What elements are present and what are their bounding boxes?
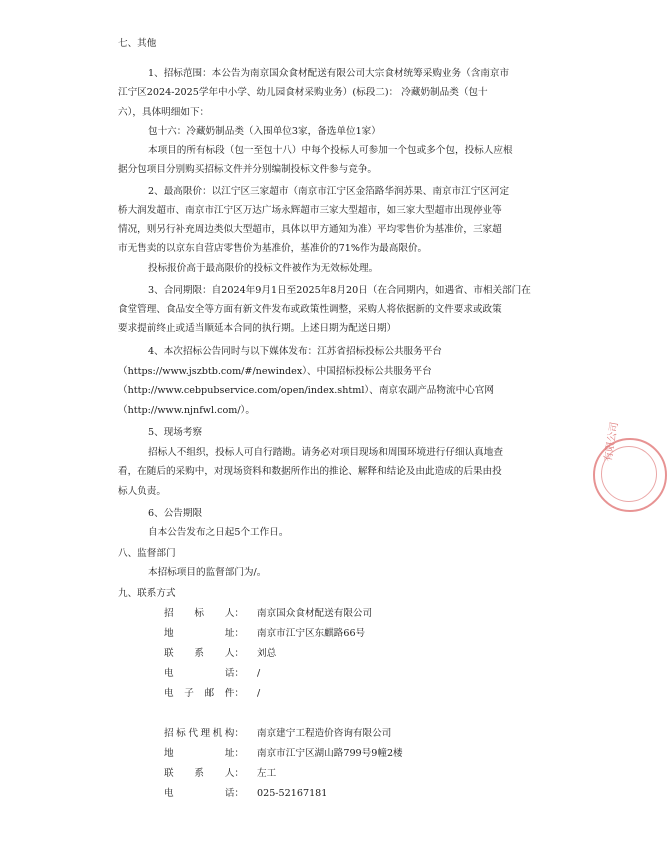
phone-value: /: [257, 668, 261, 679]
site-visit-line-2: 看，在随后的采购中，对现场资料和数据所作出的推论、解释和结论及由此造成的后果由投: [118, 466, 502, 477]
scope-package-line: 包十六：冷藏奶制品类（入围单位3家，备选单位1家）: [148, 126, 381, 137]
price-limit-line-5: 投标报价高于最高限价的投标文件被作为无效标处理。: [148, 263, 379, 274]
section-8-title: 八、监督部门: [118, 548, 176, 559]
media-link-cebpub: （http://www.cebpubservice.com/open/index.shtml）、南京农副产品物流中心官网: [118, 385, 494, 396]
agency-contact-value: 左工: [257, 768, 277, 779]
agency-label: 招 标 代 理 机 构：: [164, 728, 244, 739]
contract-term-line-3: 要求提前终止或适当顺延本合同的执行期。上述日期为配送日期）: [118, 323, 397, 334]
agency-address-value: 南京市江宁区湖山路799号9幢2楼: [257, 748, 403, 759]
contract-term-line-1: 3、合同期限：自2024年9月1日至2025年8月20日（在合同期内，如遇省、市相关部门在: [148, 285, 531, 296]
supervisor-line: 本招标项目的监督部门为/。: [148, 567, 267, 578]
contact-person-value: 刘总: [257, 648, 277, 659]
notice-period-title: 6、公告期限: [148, 508, 203, 519]
notice-period-line: 自本公告发布之日起5个工作日。: [148, 527, 289, 538]
agency-value: 南京建宁工程造价咨询有限公司: [257, 728, 392, 739]
agency-contact-label: 联 系 人：: [164, 768, 244, 779]
tenderer-value: 南京国众食材配送有限公司: [257, 608, 373, 619]
price-limit-line-3: 情况，则另行补充周边类似大型超市，具体以甲方通知为准）平均零售价为基准价，三家超: [118, 224, 502, 235]
site-visit-title: 5、现场考察: [148, 427, 203, 438]
site-visit-line-1: 招标人不组织，投标人可自行踏勘。请务必对项目现场和周围环境进行仔细认真地查: [148, 447, 503, 458]
scope-line-3: 六），具体明细如下：: [118, 107, 210, 118]
agency-address-label: 地 址：: [164, 748, 244, 759]
scope-line-6: 据分包项目分别购买招标文件并分别编制投标文件参与竞争。: [118, 164, 378, 175]
address-label: 地 址：: [164, 628, 244, 639]
address-value: 南京市江宁区东麒路66号: [257, 628, 366, 639]
media-link-njnfwl: （http://www.njnfwl.com/）。: [118, 405, 255, 416]
contract-term-line-2: 食堂管理、食品安全等方面有新文件发布或政策性调整，采购人将依据新的文件要求或政策: [118, 304, 502, 315]
site-visit-line-3: 标人负责。: [118, 486, 166, 497]
media-link-jszbtb: （https://www.jszbtb.com/#/newindex）、中国招标投标公共服务平台: [118, 366, 432, 377]
price-limit-line-1: 2、最高限价：以江宁区三家超市（南京市江宁区金箔路华润苏果、南京市江宁区河定: [148, 186, 510, 197]
price-limit-line-2: 桥大润发超市、南京市江宁区万达广场永辉超市三家大型超市，如三家大型超市出现停业等: [118, 205, 502, 216]
scope-line-2: 江宁区2024-2025学年中小学、幼儿园食材采购业务）(标段二)： 冷藏奶制品类（包十: [118, 87, 488, 98]
scope-line-5: 本项目的所有标段（包一至包十八）中每个投标人可参加一个包或多个包，投标人应根: [148, 145, 513, 156]
section-7-title: 七、其他: [118, 38, 157, 49]
section-9-title: 九、联系方式: [118, 588, 176, 599]
contact-person-label: 联 系 人：: [164, 648, 244, 659]
price-limit-line-4: 市无售卖的以京东自营店零售价为基准价，基准价的71%作为最高限价。: [118, 243, 428, 254]
media-line-1: 4、本次招标公告同时与以下媒体发布：江苏省招标投标公共服务平台: [148, 346, 442, 357]
agency-phone-value: 025-52167181: [257, 788, 328, 799]
company-seal: [593, 421, 667, 512]
seal-text: 有限公司: [602, 421, 621, 463]
scope-line-1: 1、招标范围：本公告为南京国众食材配送有限公司大宗食材统筹采购业务（含南京市: [148, 68, 510, 79]
agency-phone-label: 电 话：: [164, 788, 244, 799]
email-label: 电 子 邮 件：: [164, 688, 244, 699]
phone-label: 电 话：: [164, 668, 244, 679]
tenderer-label: 招 标 人：: [164, 608, 244, 619]
email-value: /: [257, 688, 261, 699]
